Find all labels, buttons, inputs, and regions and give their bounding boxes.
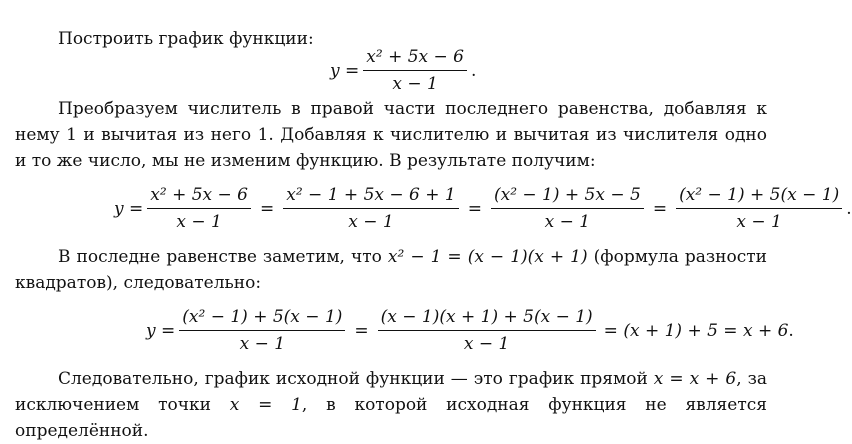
eq2-f2-denominator: x − 1 — [348, 212, 394, 232]
eq1-end: . — [471, 60, 477, 81]
para4-text-1: Следовательно, график исходной функции — это график прямой — [58, 369, 654, 389]
eq3-f2-numerator: (x − 1)(x + 1) + 5(x − 1) — [380, 307, 593, 327]
paragraph-difference-squares — [15, 244, 767, 296]
eq1-fraction — [363, 46, 467, 95]
eq3-f2-denominator: x − 1 — [463, 334, 510, 354]
eq2-f3-numerator: (x² − 1) + 5x − 5 — [493, 185, 641, 205]
eq1-lhs: y = — [330, 60, 360, 81]
equals-sign: = — [354, 320, 369, 341]
eq3-fraction-1 — [179, 306, 345, 355]
eq2-fraction-3 — [491, 184, 644, 233]
equals-sign: = — [260, 198, 275, 219]
eq1-denominator: x − 1 — [392, 74, 438, 94]
eq1-numerator: x² + 5x − 6 — [366, 47, 464, 67]
eq3-fraction-2 — [378, 306, 596, 355]
equation-2 — [114, 184, 852, 233]
paragraph-conclusion — [15, 366, 767, 444]
para4-text-3: , в которой исходная функция не является определённой. — [15, 395, 767, 441]
equals-sign: = — [467, 198, 482, 219]
para3-text-2: (формула разности квадратов), следовательно: — [15, 247, 767, 293]
eq2-end: . — [846, 198, 852, 219]
paragraph-transform: Преобразуем числитель в правой части последнего равенства, добавляя к нему 1 и вычитая из него 1. Добавляя к числителю и вычитая из числителя одно и то же число, мы не изменим функцию. В результате получим: — [15, 99, 767, 171]
eq2-fraction-2 — [283, 184, 458, 233]
eq3-f1-denominator: x − 1 — [239, 334, 286, 354]
eq3-tail: = (x + 1) + 5 = x + 6 — [603, 320, 789, 341]
equation-3 — [146, 306, 794, 355]
para4-text-2: , за исключением точки — [15, 369, 767, 415]
intro-text: Построить график функции: — [58, 29, 314, 49]
equals-sign: = — [652, 198, 668, 219]
equation-1 — [330, 46, 476, 95]
para3-text-1: В последне равенстве заметим, что — [58, 247, 388, 267]
eq2-f1-numerator: x² + 5x − 6 — [150, 185, 248, 205]
eq2-lhs: y = — [114, 198, 144, 219]
para4-math-1: x = x + 6 — [653, 369, 737, 389]
para4-math-2: x = 1 — [229, 395, 302, 415]
eq3-lhs: y = — [146, 320, 176, 341]
eq2-f4-numerator: (x² − 1) + 5(x − 1) — [679, 185, 840, 205]
eq2-fraction-1 — [147, 184, 251, 233]
eq2-f3-denominator: x − 1 — [544, 212, 591, 232]
eq3-end: . — [788, 320, 794, 341]
eq2-f4-denominator: x − 1 — [736, 212, 782, 232]
eq2-fraction-4 — [676, 184, 842, 233]
para3-math: x² − 1 = (x − 1)(x + 1) — [387, 247, 588, 267]
eq2-f2-numerator: x² − 1 + 5x − 6 + 1 — [286, 185, 456, 205]
eq2-f1-denominator: x − 1 — [176, 212, 222, 232]
eq3-f1-numerator: (x² − 1) + 5(x − 1) — [182, 307, 343, 327]
